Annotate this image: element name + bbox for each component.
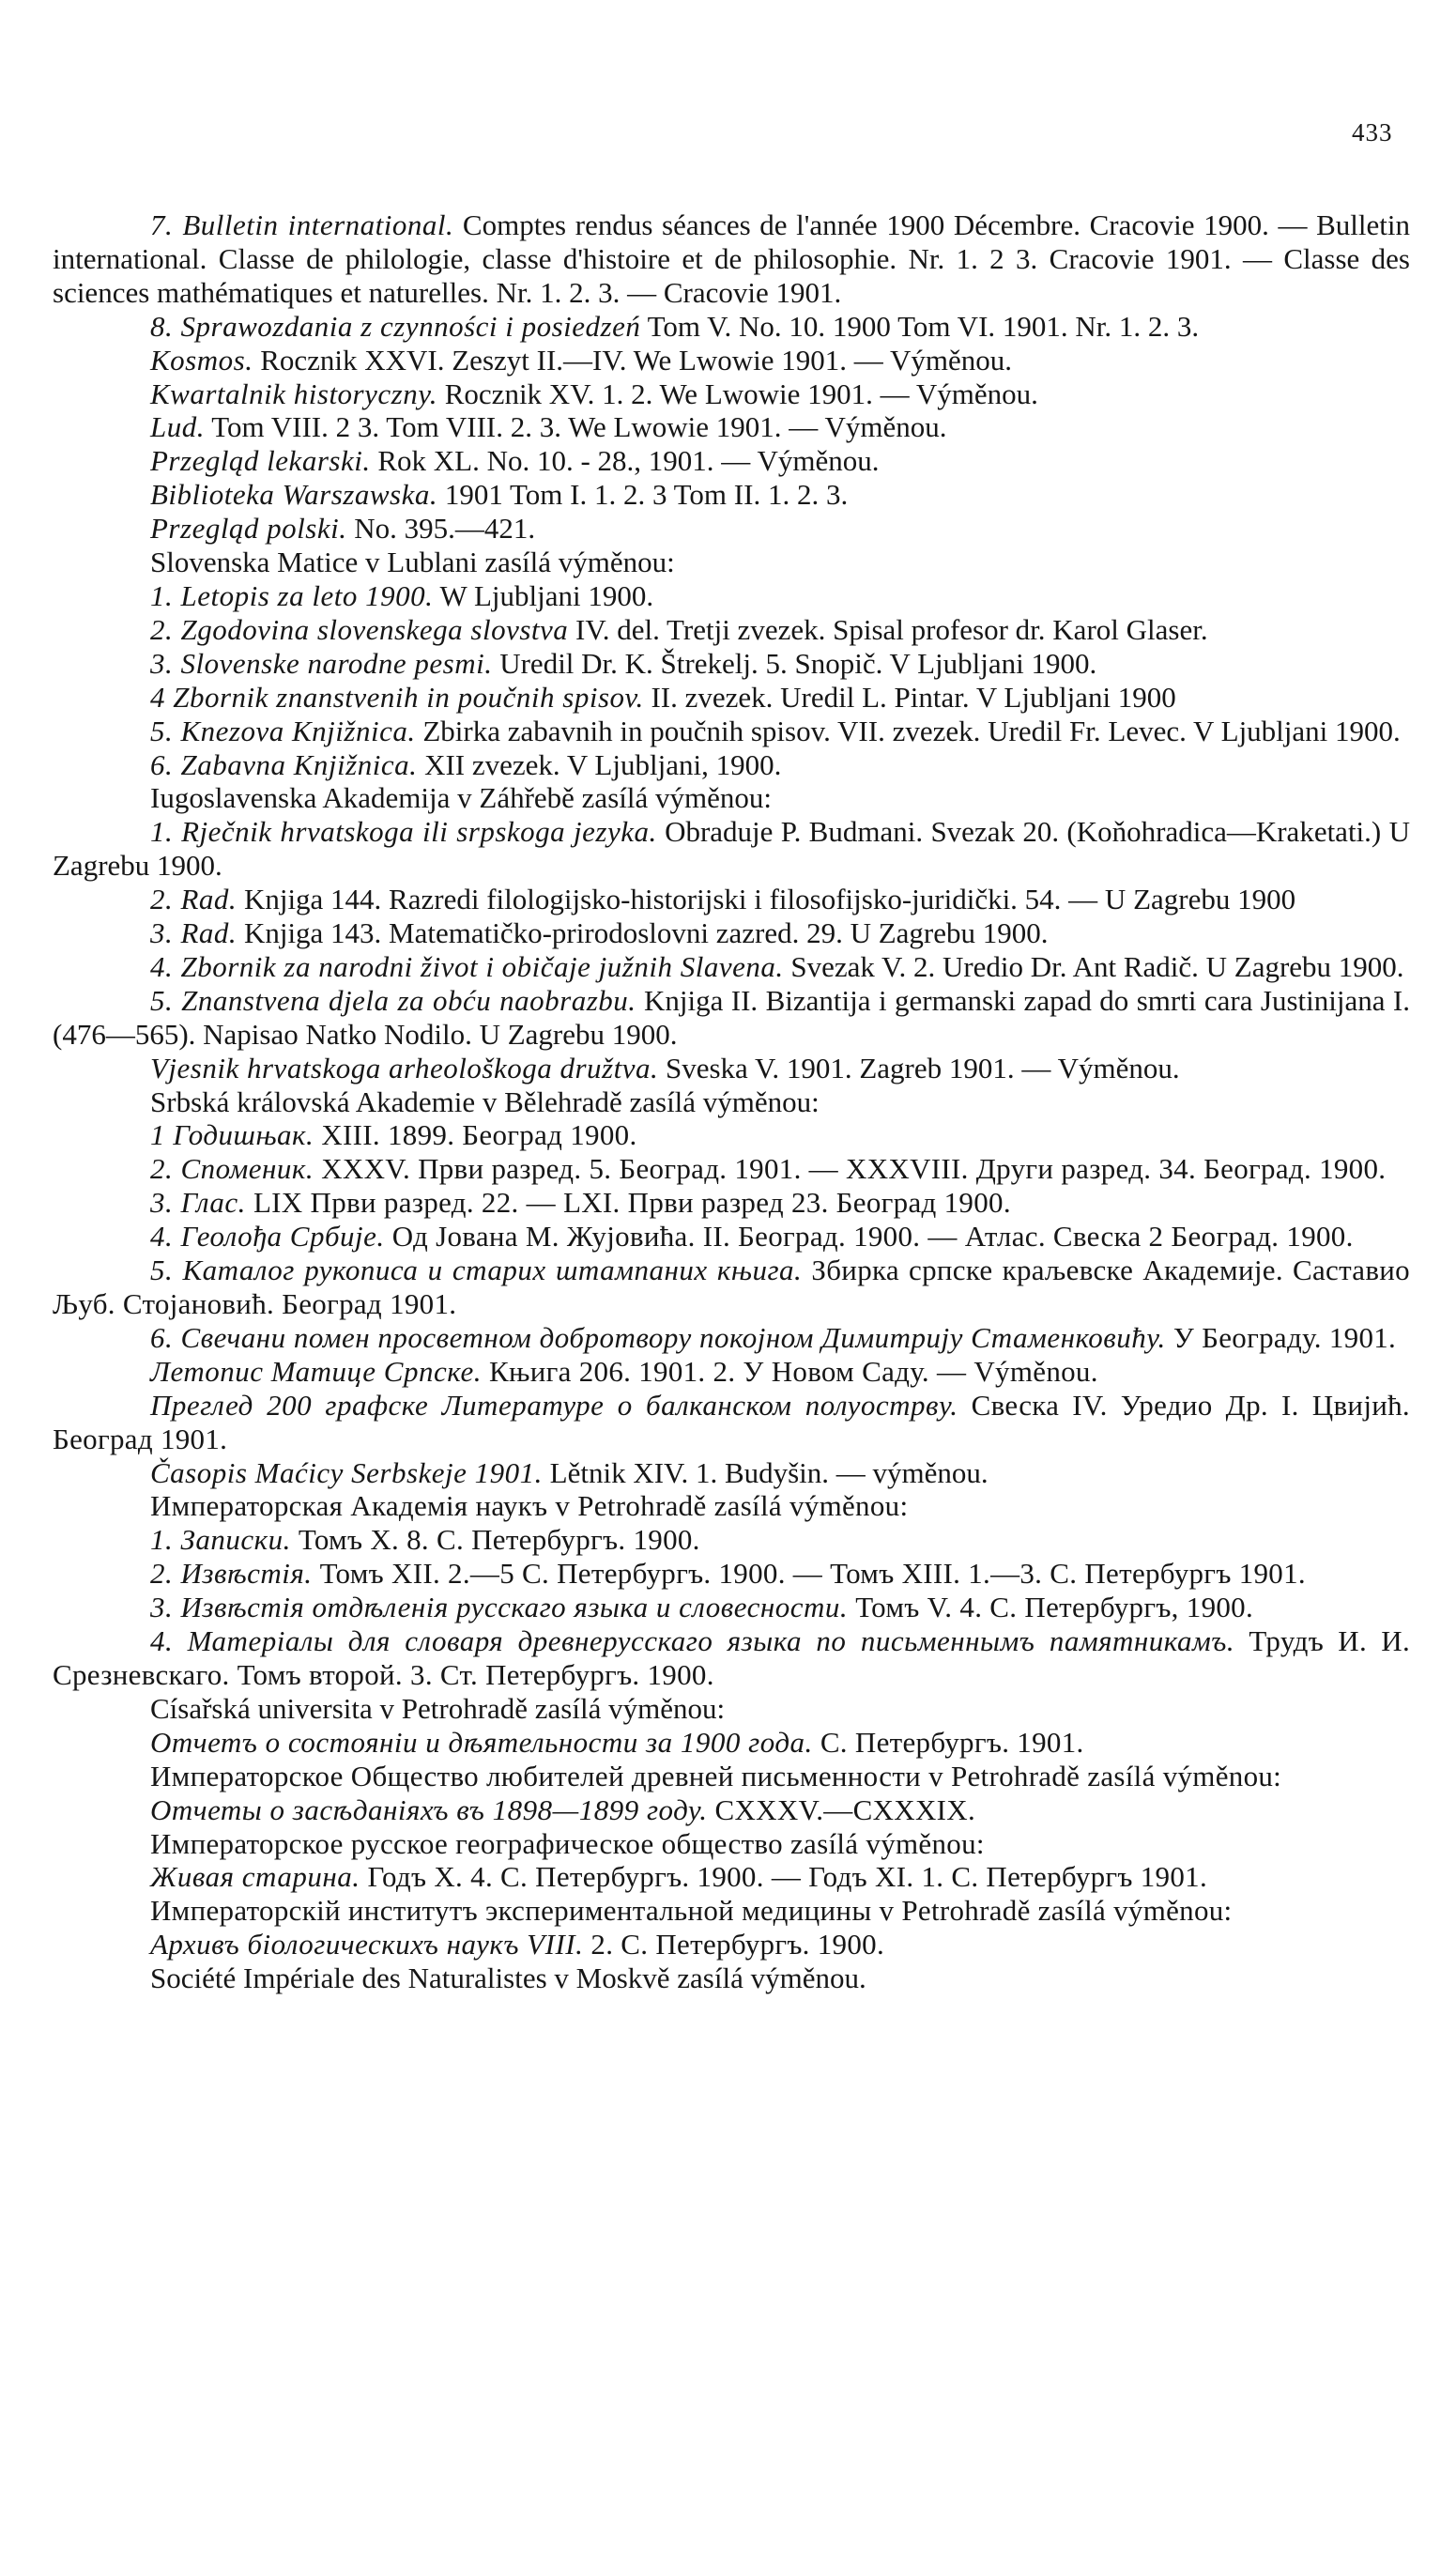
entry-letopis: 1. Letopis za leto 1900. W Ljubljani 1900. [150,578,654,612]
heading-obshchestvo-lyubiteley: Императорское Общество любителей древней письменности v Petrohradě zasílá výměnou: [150,1759,1282,1792]
entry-glas: 3. Глас. LIX Први разред. 22. — LXI. Први разред 23. Београд 1900. [150,1186,1011,1220]
heading-slovenska-matice: Slovenska Matice v Lublani zasílá výměnou: [150,546,675,579]
entry-narodne-pesmi: 3. Slovenske narodne pesmi. Uredil Dr. K. Štrekelj. 5. Snopič. V Ljubljani 1900. [150,646,1097,680]
catalogue-text [53,208,1410,1995]
entry-spomenik: 2. Споменик. XXXV. Први разред. 5. Београд. 1901. — XXXVIII. Други разред. 34. Београд. 1900. [150,1152,1387,1186]
heading-jugoslavenska-akademija: Iugoslavenska Akademija v Záhřebě zasílá výměnou: [150,781,772,815]
entry-rad-144: 2. Rad. Knjiga 144. Razredi filologijsko-historijski i filosofijsko-juridički. 54. — U Zagrebu 1900 [150,883,1296,916]
entry-znanstvena-djela: 5. Znanstvena djela za obću naobrazbu. Knjiga II. Bizantija i germanski zapad do smrti cara Justinijana I. (476—565). Napisao Natko Nodilo. U Zagrebu 1900. [53,983,1410,1051]
entry-przeglad-polski: Przegląd polski. No. 395.—421. [150,512,536,546]
entry-vjesnik: Vjesnik hrvatskoga arheološkoga družtva. Sveska V. 1901. Zagreb 1901. — Výměnou. [150,1051,1180,1085]
entry-sprawozdania: 8. Sprawozdania z czynności i posiedzeń Tom V. No. 10. 1900 Tom VI. 1901. Nr. 1. 2. 3. [150,309,1200,343]
heading-societe-naturalistes: Société Impériale des Naturalistes v Moskvě zasílá výměnou. [150,1961,866,1995]
entry-kosmos: Kosmos. Rocznik XXVI. Zeszyt II.—IV. We Lwowie 1901. — Výměnou. [150,343,1012,377]
heading-institut-medicini: Императорскій институтъ экспериментальной медицины v Petrohradě zasílá výměnou: [150,1894,1233,1928]
entry-lud: Lud. Tom VIII. 2 3. Tom VIII. 2. 3. We Lwowie 1901. — Výměnou. [150,410,947,444]
entry-zgodovina: 2. Zgodovina slovenskega slovstva IV. del. Tretji zvezek. Spisal profesor dr. Karol Glaser. [150,612,1208,646]
entry-zabavna-knjiznica: 6. Zabavna Knjižnica. XII zvezek. V Ljubljani, 1900. [150,747,782,781]
entry-izvestiya: 2. Извѣстія. Томъ XII. 2.—5 С. Петербургъ. 1900. — Томъ XIII. 1.—3. С. Петербургъ 1901. [150,1557,1306,1591]
entry-rad-143: 3. Rad. Knjiga 143. Matematičko-prirodoslovni zazred. 29. U Zagrebu 1900. [150,916,1049,950]
entry-izvestiya-otdeleniya: 3. Извѣстія отдѣленія русскаго языка и словесности. Томъ V. 4. С. Петербургъ, 1900. [150,1591,1254,1624]
entry-katalog: 5. Каталог рукописа и старих штампаних књига. Збирка српске краљевске Академије. Саставио Љуб. Стојановић. Београд 1901. [53,1254,1410,1320]
entry-svecani-pomen: 6. Свечани помен просветном добротвору покојном Димитрију Стаменковићу. У Београду. 1901. [150,1320,1397,1354]
heading-geograficheskoe-obshchestvo: Императорское русское географическое общество zasílá výměnou: [150,1826,985,1860]
entry-kwartalnik: Kwartalnik historyczny. Rocznik XV. 1. 2. We Lwowie 1901. — Výměnou. [150,377,1038,410]
entry-geologija: 4. Геолођа Србије. Од Јована М. Жујовића. II. Београд. 1900. — Атлас. Свеска 2 Београд. 1900. [150,1220,1354,1254]
entry-otchet: Отчетъ о состояніи и дѣятельности за 1900 года. С. Петербургъ. 1901. [150,1725,1084,1759]
entry-knezova-knjiznica: 5. Knezova Knjižnica. Zbirka zabavnih in poučnih spisov. VII. zvezek. Uredil Fr. Levec. V Ljubljani 1900. [150,714,1401,747]
entry-przeglad-lekarski: Przegląd lekarski. Rok XL. No. 10. - 28., 1901. — Výměnou. [150,444,880,478]
heading-imperatorskaya-akademiya: Императорская Академія наукъ v Petrohradě zasílá výměnou: [150,1489,909,1523]
heading-srbska-akademie: Srbská královská Akademie v Bělehradě zasílá výměnou: [150,1085,820,1118]
entry-rjecnik: 1. Rječnik hrvatskoga ili srpskoga jezyka. Obraduje P. Budmani. Svezak 20. (Koňohradica—Kraketati.) U Zagrebu 1900. [53,815,1410,883]
heading-cisarska-universita: Císařská universita v Petrohradě zasílá výměnou: [150,1691,726,1725]
entry-materialy: 4. Матеріалы для словаря древнерусскаго языка по письменнымъ памятникамъ. Трудъ И. И. Срезневскаго. Томъ второй. 3. Ст. Петербургъ. 1900. [53,1624,1410,1691]
entry-arkhiv: Архивъ біологическихъ наукъ VIII. 2. С. Петербургъ. 1900. [150,1928,885,1961]
entry-zbornik-znanstvenih: 4 Zbornik znanstvenih in poučnih spisov. II. zvezek. Uredil L. Pintar. V Ljubljani 1900 [150,680,1176,714]
entry-zapiski: 1. Записки. Томъ X. 8. С. Петербургъ. 1900. [150,1523,700,1557]
entry-pregled: Преглед 200 графске Литературе о балканском полуострву. Свеска IV. Уредио Др. I. Цвијић. Београд 1901. [53,1388,1410,1455]
entry-letopis-matice: Летопис Матице Српске. Књига 206. 1901. 2. У Новом Саду. — Výměnou. [150,1354,1098,1388]
entry-zhivaya-starina: Живая старина. Годъ X. 4. С. Петербургъ. 1900. — Годъ XI. 1. С. Петербургъ 1901. [150,1860,1208,1894]
entry-otchety: Отчеты о засѣданіяхъ въ 1898—1899 году. CXXXV.—CXXXIX. [150,1792,975,1826]
entry-godisnjak: 1 Годишњак. XIII. 1899. Београд 1900. [150,1118,637,1152]
entry-casopis-macicy: Časopis Maćicy Serbskeje 1901. Lětnik XIV. 1. Budyšin. — výměnou. [150,1455,989,1489]
entry-biblioteka-warszawska: Biblioteka Warszawska. 1901 Tom I. 1. 2. 3 Tom II. 1. 2. 3. [150,478,849,512]
entry-zbornik-narodni-zivot: 4. Zbornik za narodni život i običaje južnih Slavena. Svezak V. 2. Uredio Dr. Ant Radič. U Zagrebu 1900. [150,949,1404,983]
page-number: 433 [1352,118,1393,146]
entry-bulletin-international: 7. Bulletin international. Comptes rendus séances de l'année 1900 Décembre. Cracovie 1900. — Bulletin international. Classe de philologie, classe d'histoire et de philosophie. Nr. 1. 2 3. Cracovie 1901. — Classe des sciences mathématiques et naturelles. Nr. 1. 2. 3. — Cracovie 1901. [53,208,1410,309]
